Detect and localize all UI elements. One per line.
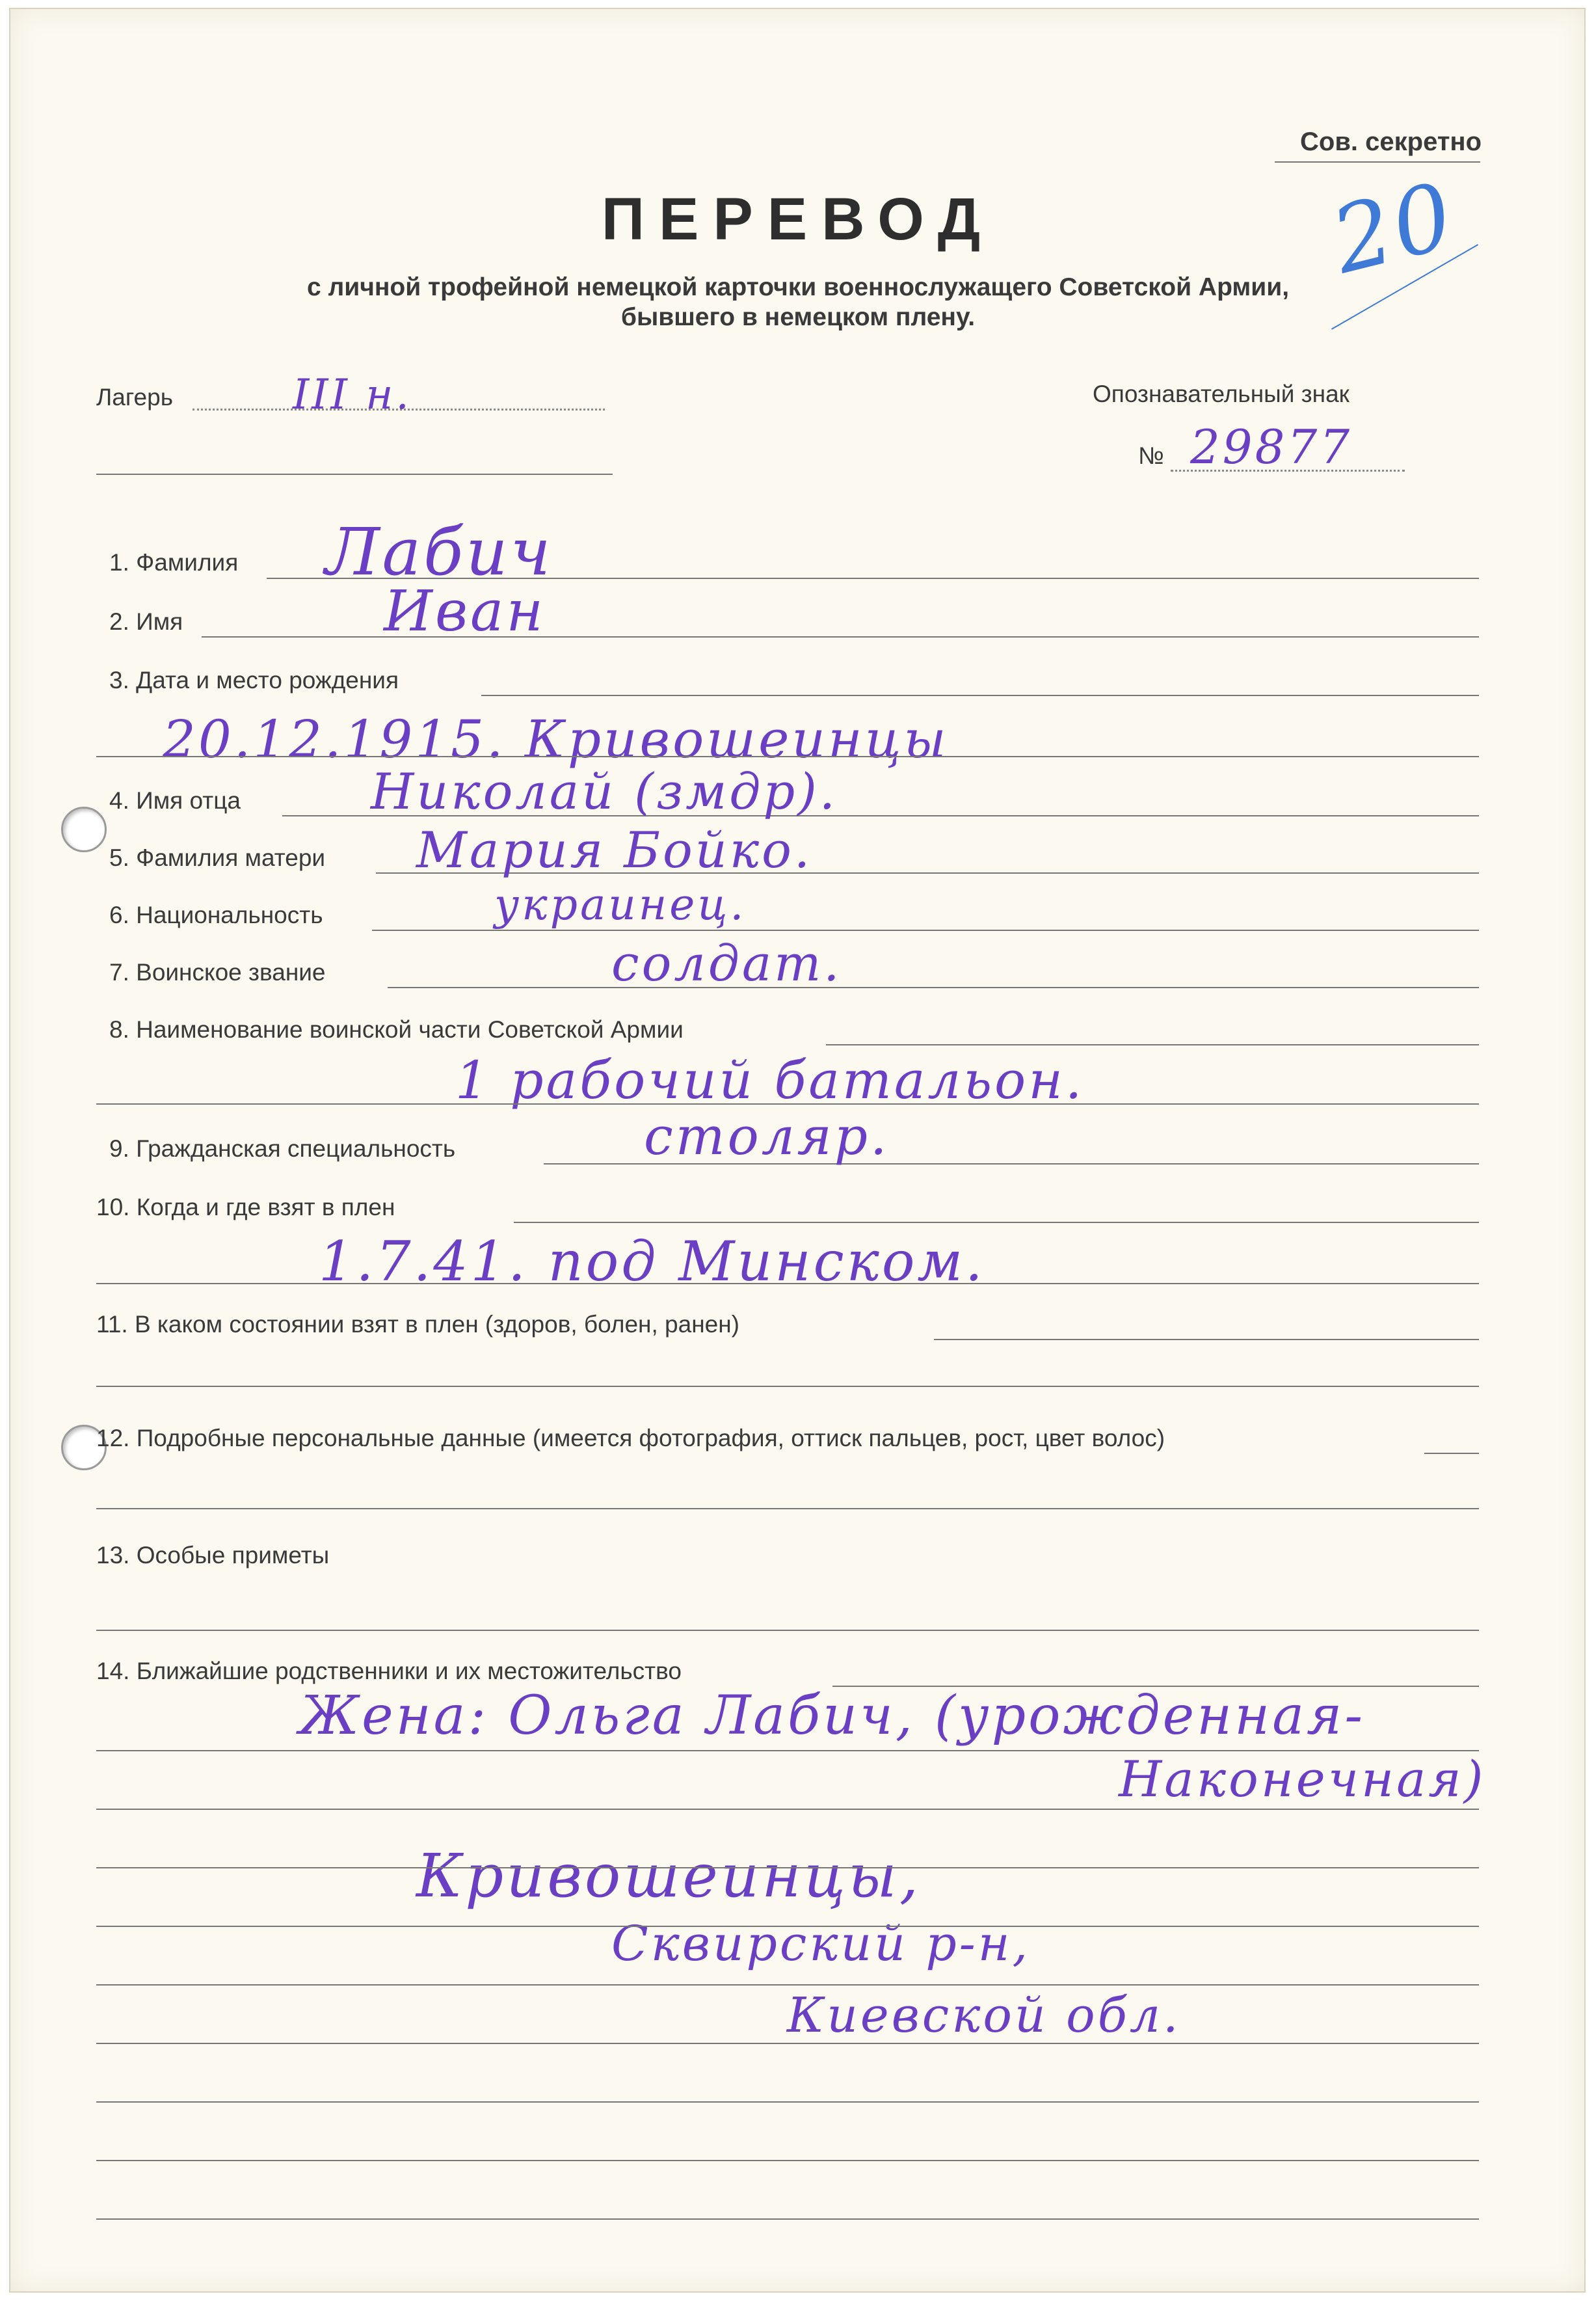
relatives-ruled-5 [96, 1984, 1479, 1986]
relatives-ruled-6 [96, 2043, 1479, 2044]
field-rank-line [388, 987, 1479, 988]
field-nationality-label: 6. Национальность [109, 902, 323, 928]
classification-mark: Сов. секретно [1300, 128, 1482, 156]
document-subtitle-line2: бывшего в немецком плену. [620, 303, 976, 331]
field-personal-line [1424, 1453, 1479, 1454]
field-birth-line2 [96, 756, 1479, 757]
field-birth-label: 3. Дата и место рождения [109, 667, 399, 694]
field-captured-line2 [96, 1283, 1479, 1284]
field-name-label: 2. Имя [109, 608, 183, 635]
document-title: ПЕРЕВОД [601, 186, 995, 252]
punch-hole-top [61, 807, 107, 852]
field-father-label: 4. Имя отца [109, 787, 241, 814]
field-condition-line2 [96, 1386, 1479, 1387]
relatives-line2: Наконечная) [1119, 1750, 1486, 1808]
relatives-ruled-3 [96, 1867, 1479, 1868]
field-surname-value: Лабич [325, 514, 553, 590]
field-captured-line [514, 1222, 1479, 1223]
field-birth-line [481, 695, 1479, 696]
tag-number-prefix: № [1138, 442, 1164, 469]
field-condition-line [934, 1339, 1479, 1340]
relatives-ruled-4 [96, 1926, 1479, 1927]
document-subtitle-line1: с личной трофейной немецкой карточки военнослужащего Советской Армии, [306, 273, 1290, 301]
field-nationality-value: украинец. [494, 880, 747, 930]
field-profession-label: 9. Гражданская специальность [109, 1135, 456, 1162]
relatives-ruled-9 [96, 2218, 1479, 2220]
relatives-ruled-8 [96, 2160, 1479, 2161]
field-birth-value: 20.12.1915. Кривошеинцы [163, 709, 949, 770]
field-unit-line [826, 1044, 1479, 1045]
relatives-ruled-2 [96, 1809, 1479, 1810]
corner-handwritten-number: 20 [1322, 162, 1466, 295]
field-features-label: 13. Особые приметы [96, 1542, 330, 1569]
field-mother-value: Мария Бойко. [416, 821, 813, 879]
relatives-address2: Сквирский р-н, [611, 1916, 1031, 1972]
field-relatives-label: 14. Ближайшие родственники и их местожительство [96, 1658, 682, 1684]
field-nationality-line [372, 930, 1479, 931]
relatives-address1: Кривошеинцы, [416, 1841, 922, 1911]
field-captured-value: 1.7.41. под Минском. [319, 1230, 985, 1293]
field-captured-label: 10. Когда и где взят в плен [96, 1194, 395, 1220]
field-mother-label: 5. Фамилия матери [109, 844, 326, 871]
relatives-line1: Жена: Ольга Лабич, (урожденная- [299, 1685, 1366, 1747]
camp-extra-line [96, 474, 613, 475]
field-rank-value: солдат. [611, 934, 842, 992]
field-unit-value: 1 рабочий батальон. [455, 1050, 1085, 1111]
field-unit-line2 [96, 1103, 1479, 1105]
field-father-value: Николай (змдр). [371, 762, 838, 820]
field-personal-line2 [96, 1508, 1479, 1509]
relatives-ruled-7 [96, 2101, 1479, 2103]
field-rank-label: 7. Воинское звание [109, 959, 326, 986]
tag-label: Опознавательный знак [1093, 381, 1350, 407]
field-personal-label: 12. Подробные персональные данные (имеется фотография, оттиск пальцев, рост, цвет волос) [96, 1425, 1165, 1451]
camp-label: Лагерь [96, 384, 173, 411]
field-name-value: Иван [384, 579, 546, 644]
camp-value: III н. [293, 371, 412, 419]
field-profession-value: столяр. [644, 1106, 890, 1166]
relatives-address3: Киевской обл. [787, 1987, 1181, 2043]
field-surname-label: 1. Фамилия [109, 549, 239, 576]
classification-underline [1275, 161, 1480, 163]
tag-number-value: 29877 [1190, 420, 1353, 474]
field-features-line [96, 1630, 1479, 1631]
field-condition-label: 11. В каком состоянии взят в плен (здоров, болен, ранен) [96, 1311, 739, 1338]
field-unit-label: 8. Наименование воинской части Советской Армии [109, 1016, 684, 1043]
